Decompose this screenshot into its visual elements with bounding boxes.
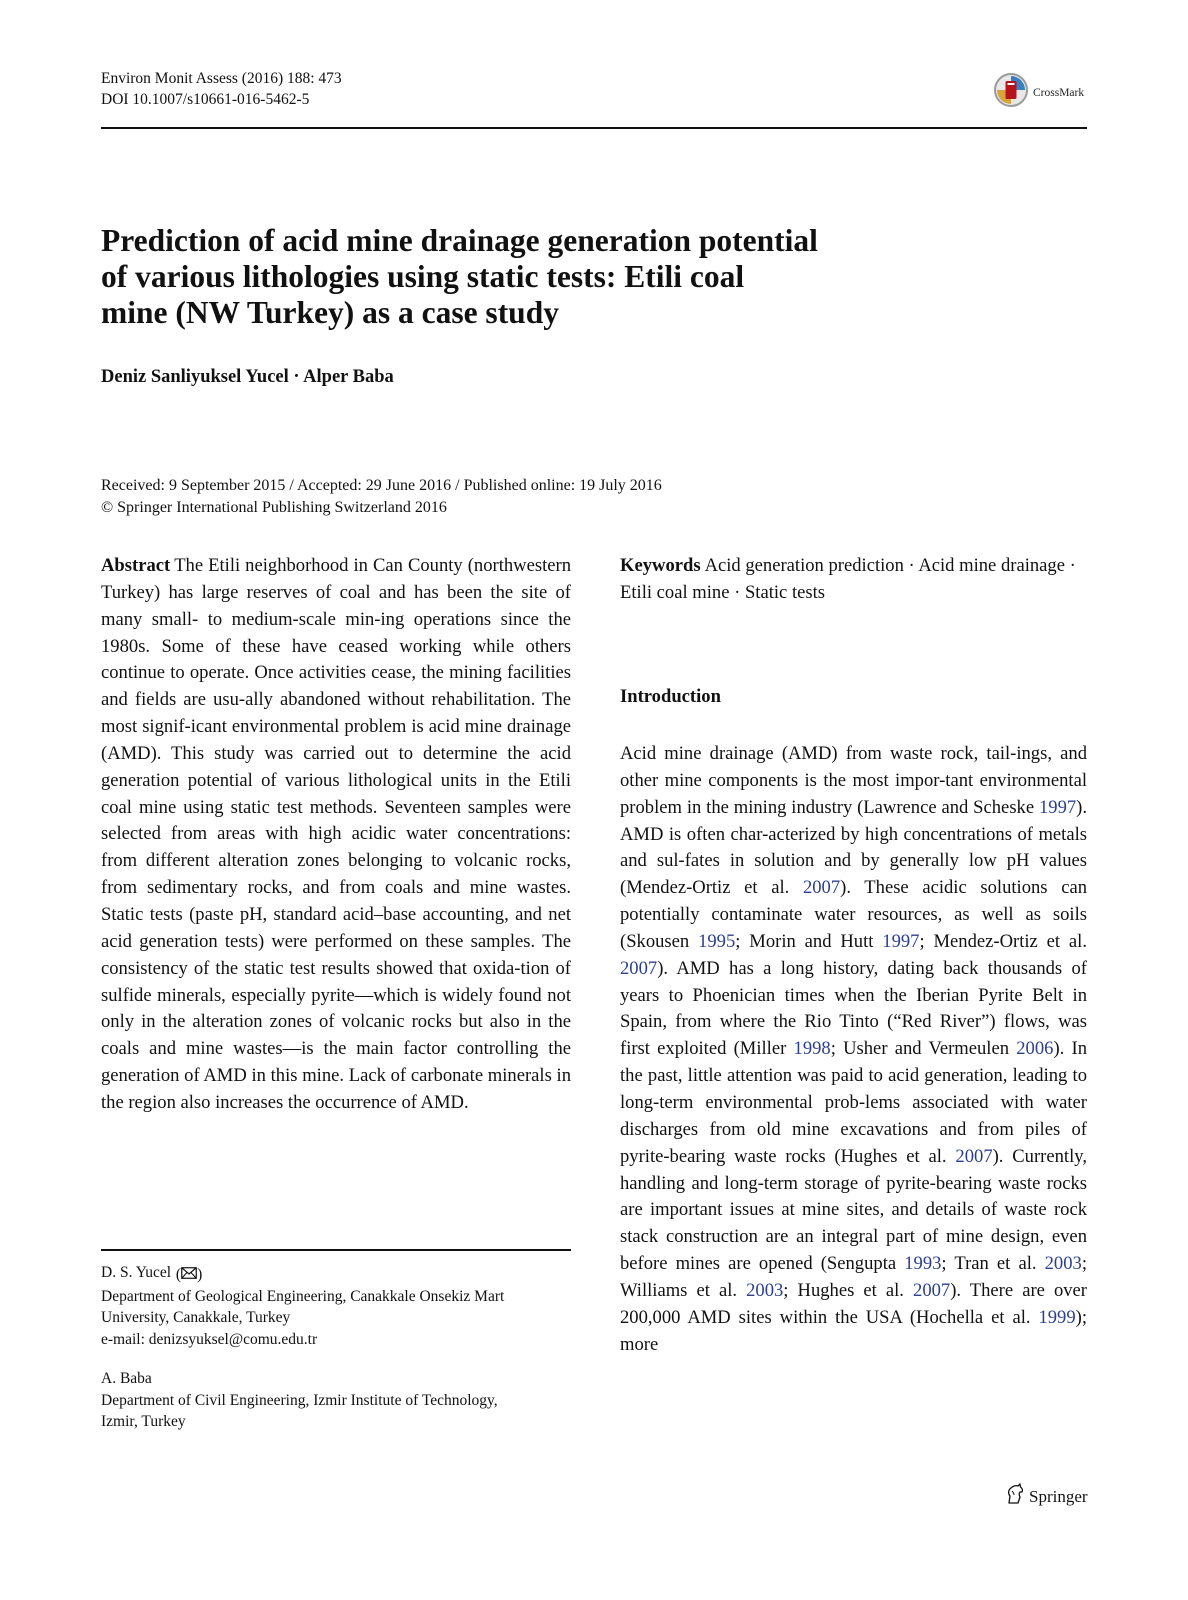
intro-text: ; Morin and Hutt	[735, 930, 883, 952]
affiliations	[101, 1262, 581, 1451]
intro-text: ; Usher and Vermeulen	[830, 1038, 1017, 1060]
intro-text: ; Mendez-Ortiz et al.	[919, 930, 1087, 952]
intro-text: ). Currently, handling and long-term storage of pyrite-bearing waste rocks are important issues at mine sites, and details of waste rock stack construction are an integral part of mine design, even before mines are opened (Sengupta	[620, 1145, 1087, 1275]
corresponding-author-icon[interactable]: ( )	[175, 1266, 203, 1283]
author-name-line	[101, 1262, 581, 1286]
affiliation-line: Department of Civil Engineering, Izmir Institute of Technology,	[101, 1391, 498, 1409]
footnote-rule	[101, 1249, 571, 1251]
affiliation-baba	[101, 1368, 581, 1433]
intro-text: ; Tran et al.	[941, 1253, 1045, 1275]
citation-link[interactable]: 1998	[793, 1038, 831, 1060]
author-list: Deniz Sanliyuksel Yucel · Alper Baba	[101, 367, 394, 387]
author-email[interactable]: e-mail: denizsyuksel@comu.edu.tr	[101, 1330, 318, 1348]
affiliation-line: University, Canakkale, Turkey	[101, 1309, 291, 1326]
intro-text: ). AMD is often char-acterized by high concentrations of metals and sul-fates in solution and by generally low pH values (Mendez-Ortiz et al.	[620, 796, 1087, 899]
crossmark-label: CrossMark	[1033, 86, 1085, 99]
abstract-text: The Etili neighborhood in Can County (northwestern Turkey) has large reserves of coal and has been the site of many small- to medium-scale min-ing operations since the 1980s. Some of these have ceased working while others continue to operate. Once activities cease, the mining facilities and fields are usu-ally abandoned without rehabilitation. The most signif-icant environmental problem is acid mine drainage (AMD). This study was carried out to determine the acid generation potential of various lithological units in the Etili coal mine using static test methods. Seventeen samples were selected from areas with high acidic water concentrations: from different alteration zones belonging to volcanic rocks, from sedimentary rocks, and from coals and mine wastes. Static tests (paste pH, standard acid–base accounting, and net acid generation tests) were performed on these samples. The consistency of the static test results showed that oxida-tion of sulfide minerals, especially pyrite—which is widely found not only in the alteration zones of volcanic rocks but also in the coals and mine wastes—is the main factor controlling the generation of AMD in this mine. Lack of carbonate minerals in the region also increases the occurrence of AMD.	[101, 555, 571, 1113]
title-line: Prediction of acid mine drainage generation potential	[101, 223, 818, 258]
citation-link[interactable]: 1995	[698, 930, 736, 952]
affiliation-line: Izmir, Turkey	[101, 1413, 186, 1430]
intro-text: ). AMD has a long history, dating back thousands of years to Phoenician times when the Iberian Pyrite Belt in Spain, from where the Rio Tinto (“Red River”) flows, was first exploited (Miller	[620, 957, 1087, 1060]
citation-link[interactable]: 1993	[904, 1253, 942, 1275]
section-heading-introduction: Introduction	[620, 686, 721, 707]
affiliation-line: Department of Geological Engineering, Canakkale Onsekiz Mart	[101, 1287, 505, 1305]
introduction-text	[620, 741, 1087, 1358]
article-title	[101, 223, 921, 331]
crossmark-badge[interactable]	[993, 72, 1084, 113]
intro-text: ; Williams et al.	[620, 1253, 1087, 1301]
copyright-line: © Springer International Publishing Switzerland 2016	[101, 499, 447, 516]
crossmark-icon	[993, 72, 1029, 113]
springer-horse-icon	[1005, 1483, 1025, 1510]
keywords-text: Acid generation prediction · Acid mine drainage · Etili coal mine · Static tests	[620, 555, 1076, 603]
intro-text: ); more	[620, 1306, 1087, 1355]
intro-text: Acid mine drainage (AMD) from waste rock, tail-ings, and other mine components is the most impor-tant environmental problem in the mining industry (Lawrence and Scheske	[620, 743, 1087, 818]
intro-text: ). In the past, little attention was paid to acid generation, leading to long-term environmental prob-lems associated with water discharges from old mine excavations and from piles of pyrite-bearing waste rocks (Hughes et al.	[620, 1038, 1087, 1167]
publication-history	[101, 475, 662, 519]
right-column	[620, 553, 1088, 1355]
author-name: A. Baba	[101, 1370, 152, 1387]
intro-text: ; Hughes et al.	[783, 1279, 914, 1301]
title-line: of various lithologies using static tests: Etili coal	[101, 259, 745, 294]
author-name: D. S. Yucel	[101, 1264, 172, 1281]
citation-link[interactable]: 2007	[913, 1279, 951, 1301]
intro-text: ). There are over 200,000 AMD sites within the USA (Hochella et al.	[620, 1279, 1087, 1328]
citation-link[interactable]: 2006	[1016, 1038, 1054, 1060]
keywords-heading: Keywords	[620, 555, 701, 576]
citation-link[interactable]: 1999	[1038, 1306, 1076, 1328]
citation-link[interactable]: 2007	[955, 1145, 993, 1167]
history-dates: Received: 9 September 2015 / Accepted: 29 June 2016 / Published online: 19 July 2016	[101, 477, 662, 494]
citation-link[interactable]: 2003	[1044, 1253, 1082, 1275]
citation-link[interactable]: 1997	[882, 930, 920, 952]
header-rule	[101, 127, 1087, 129]
doi[interactable]: DOI 10.1007/s10661-016-5462-5	[101, 91, 310, 108]
journal-citation	[101, 68, 342, 110]
left-column	[101, 553, 571, 1117]
abstract	[101, 553, 571, 1117]
citation-link[interactable]: 2007	[620, 957, 658, 979]
intro-text: ). These acidic solutions can potentially contaminate water resources, as well as soils (Skousen	[620, 877, 1088, 952]
publisher-name: Springer	[1029, 1486, 1088, 1506]
keywords	[620, 553, 1087, 607]
abstract-heading: Abstract	[101, 555, 171, 576]
journal-reference: Environ Monit Assess (2016) 188: 473	[101, 70, 342, 87]
publisher-logo	[1005, 1483, 1088, 1510]
citation-link[interactable]: 2003	[746, 1279, 784, 1301]
citation-link[interactable]: 1997	[1038, 796, 1077, 818]
citation-link[interactable]: 2007	[802, 877, 841, 899]
affiliation-yucel	[101, 1262, 581, 1350]
title-line: mine (NW Turkey) as a case study	[101, 295, 559, 330]
